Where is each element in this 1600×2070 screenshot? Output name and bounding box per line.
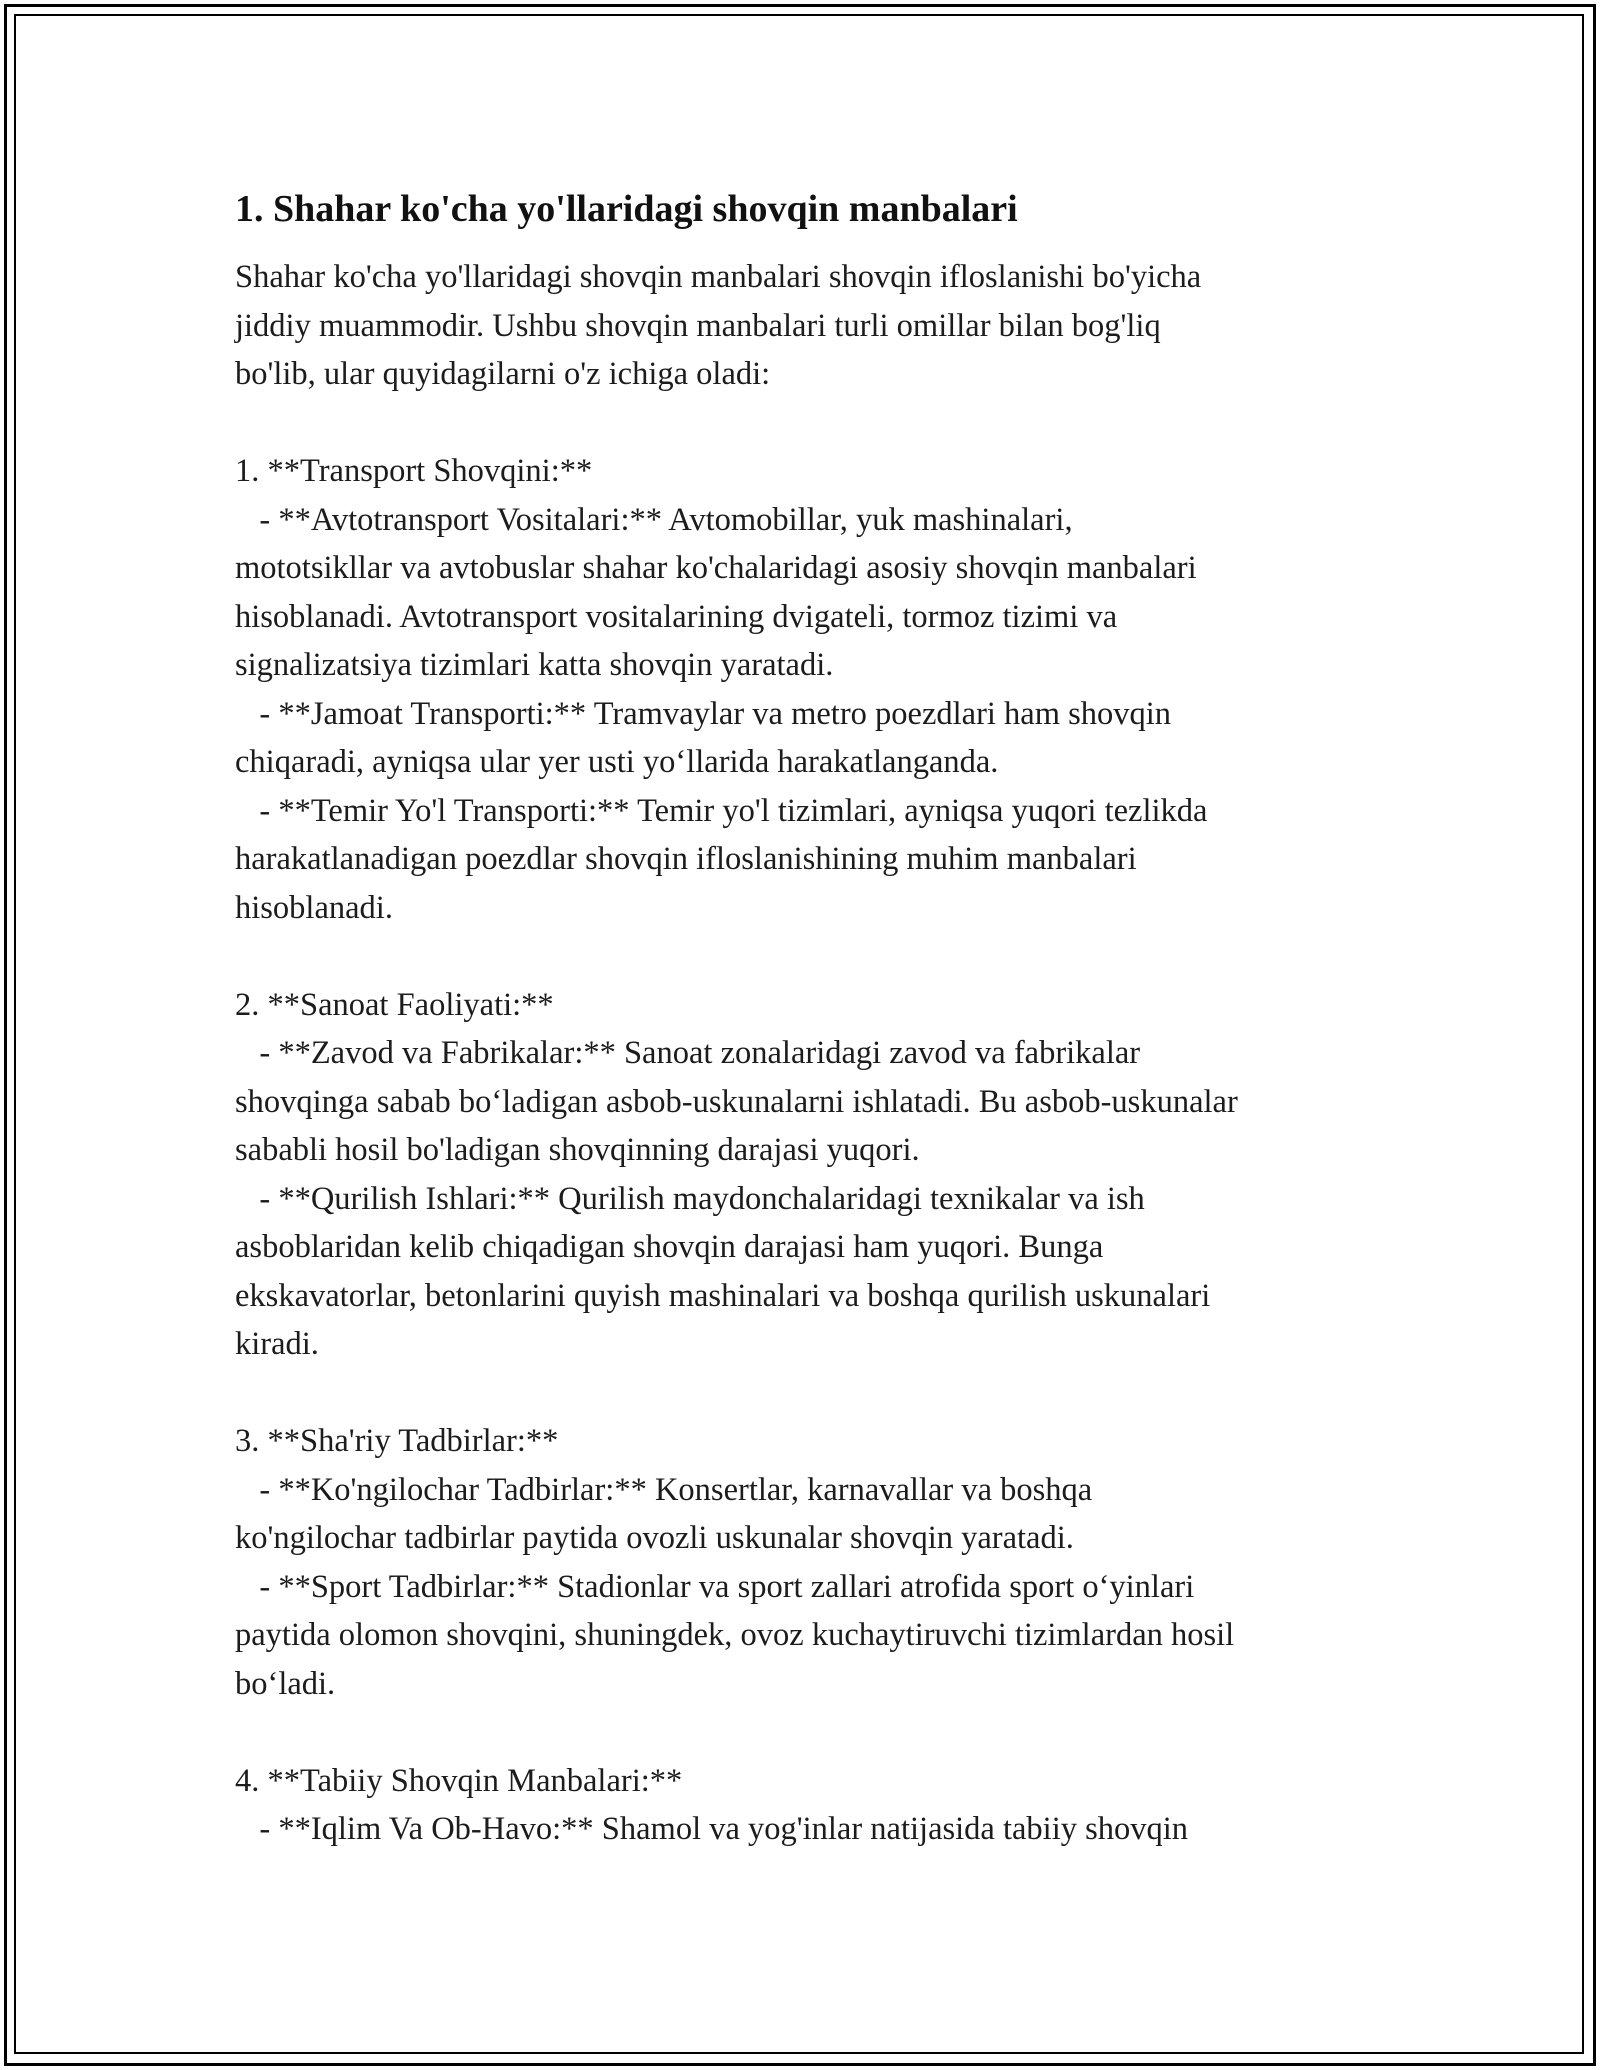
document-body: Shahar ko'cha yo'llaridagi shovqin manbalari shovqin ifloslanishi bo'yicha jiddiy muammodir. Ushbu shovqin manbalari turli omillar bilan bog'liq bo'lib, ular quyidagilarni o'z ichiga oladi: 1. **Transport Shovqini:** - **Avtotransport Vositalari:** Avtomobillar, yuk mashinalari, mototsikllar va avtobuslar shahar ko'chalaridagi asosiy shovqin manbalari hisoblanadi. Avtotransport vositalarining dvigateli, tormoz tizimi va signalizatsiya tizimlari katta shovqin yaratadi. - **Jamoat Transporti:** Tramvaylar va metro poezdlari ham shovqin chiqaradi, ayniqsa ular yer usti yo‘llarida harakatlanganda. - **Temir Yo'l Transporti:** Temir yo'l tizimlari, ayniqsa yuqori tezlikda harakatlanadigan poezdlar shovqin ifloslanishining muhim manbalari hisoblanadi. 2. **Sanoat Faoliyati:** - **Zavod va Fabrikalar:** Sanoat zonalaridagi zavod va fabrikalar shovqinga sabab bo‘ladigan asbob-uskunalarni ishlatadi. Bu asbob-uskunalar sababli hosil bo'ladigan shovqinning darajasi yuqori. - **Qurilish Ishlari:** Qurilish maydonchalaridagi texnikalar va ish asboblaridan kelib chiqadigan shovqin darajasi ham yuqori. Bunga ekskavatorlar, betonlarini quyish mashinalari va boshqa qurilish uskunalari kiradi. 3. **Sha'riy Tadbirlar:** - **Ko'ngilochar Tadbirlar:** Konsertlar, karnavallar va boshqa ko'ngilochar tadbirlar paytida ovozli uskunalar shovqin yaratadi. - **Sport Tadbirlar:** Stadionlar va sport zallari atrofida sport o‘yinlari paytida olomon shovqini, shuningdek, ovoz kuchaytiruvchi tizimlardan hosil bo‘ladi. 4. **Tabiiy Shovqin Manbalari:** - **Iqlim Va Ob-Havo:** Shamol va yog'inlar natijasida tabiiy shovqin — [235, 259, 1238, 1847]
document-content — [235, 185, 1375, 1854]
document-title: 1. Shahar ko'cha yo'llaridagi shovqin manbalari — [235, 188, 1018, 230]
